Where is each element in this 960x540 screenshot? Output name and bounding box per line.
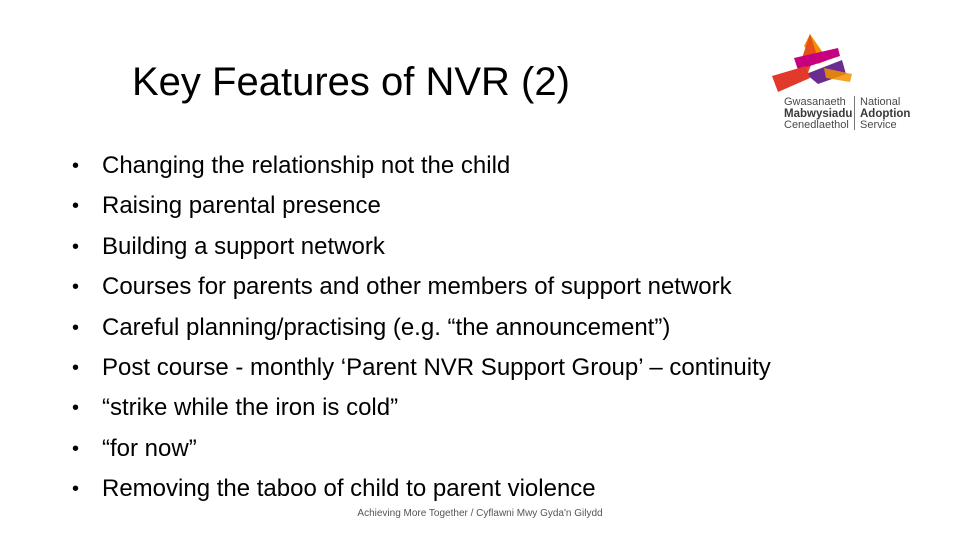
slide-footer: Achieving More Together / Cyflawni Mwy Gyda'n Gilydd — [357, 508, 603, 519]
bullet-list — [72, 146, 771, 510]
bullet-dot-icon: • — [72, 316, 80, 339]
national-adoption-service-logo — [766, 30, 926, 130]
bullet-dot-icon: • — [72, 478, 80, 501]
bullet-item: • Removing the taboo of child to parent violence — [72, 469, 771, 509]
slide-title: Key Features of NVR (2) — [132, 60, 570, 104]
bullet-dot-icon: • — [72, 357, 80, 380]
bullet-dot-icon: • — [72, 437, 80, 460]
bullet-dot-icon: • — [72, 155, 80, 177]
bullet-item: • “strike while the iron is cold” — [72, 388, 771, 428]
logo-divider — [854, 96, 855, 130]
bullet-item: • Changing the relationship not the child — [72, 146, 771, 186]
bullet-item: • Courses for parents and other members of support network — [72, 267, 771, 307]
bullet-item: • Raising parental presence — [72, 186, 771, 226]
bullet-dot-icon: • — [72, 397, 80, 420]
bullet-item: • Careful planning/practising (e.g. “the announcement”) — [72, 308, 771, 348]
bullet-item: • Post course - monthly ‘Parent NVR Support Group’ – continuity — [72, 348, 771, 388]
bullet-dot-icon: • — [72, 195, 80, 218]
bullet-item: • Building a support network — [72, 227, 771, 267]
bullet-dot-icon: • — [72, 235, 80, 258]
logo-english-text: National Adoption Service — [860, 96, 911, 131]
bullet-item: • “for now” — [72, 429, 771, 469]
adoption-logo-icon — [766, 30, 926, 100]
bullet-dot-icon: • — [72, 276, 80, 299]
logo-welsh-text: Gwasanaeth Mabwysiadu Cenedlaethol — [784, 96, 853, 131]
